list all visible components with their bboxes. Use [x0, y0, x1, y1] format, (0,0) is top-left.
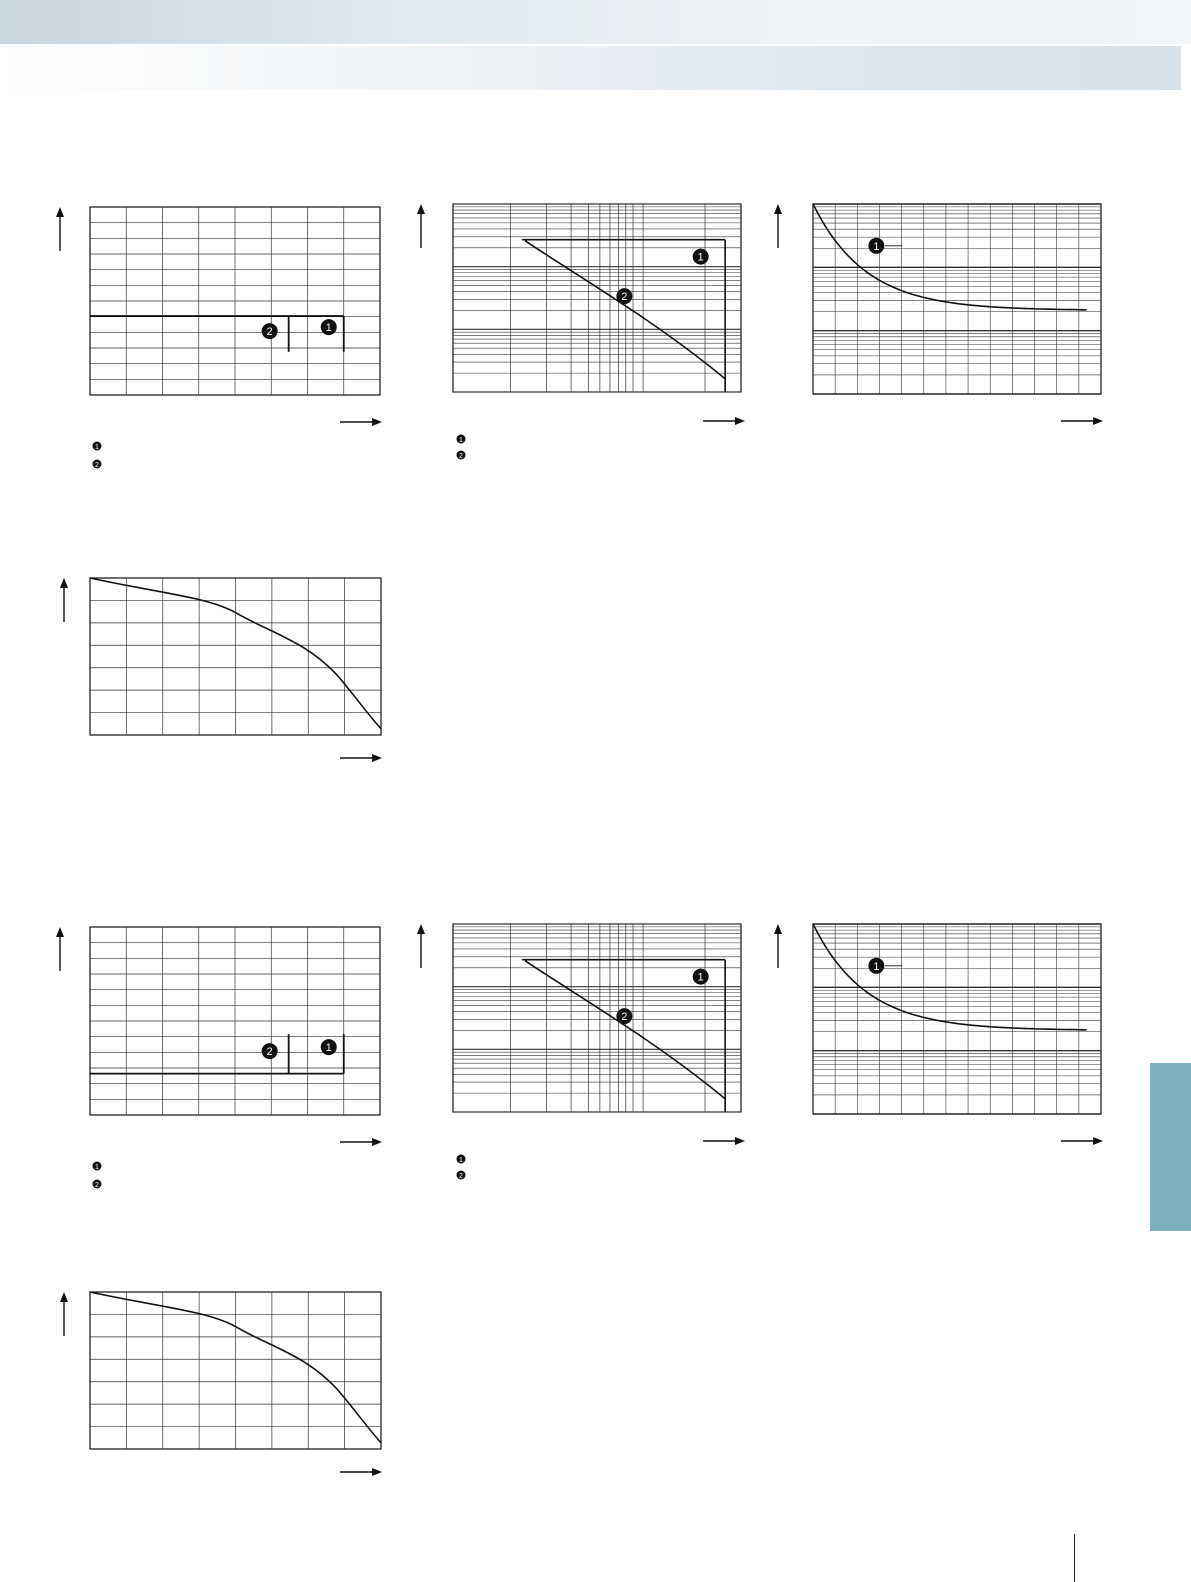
- series-curve-1: [813, 924, 1087, 1030]
- chart-log-log-2: [405, 915, 765, 1195]
- legend-marker-label: 1: [459, 1157, 463, 1164]
- chart-step-limit: [40, 195, 400, 485]
- chart-derating: [40, 568, 400, 778]
- legend-marker-label: 2: [95, 1182, 99, 1189]
- callout-marker-label: 2: [266, 1046, 273, 1059]
- y-axis-arrowhead: [417, 924, 425, 934]
- legend-marker-label: 2: [459, 453, 463, 460]
- legend-marker-label: 1: [459, 437, 463, 444]
- plot-frame: [453, 924, 741, 1112]
- y-axis-arrowhead: [417, 204, 425, 214]
- x-axis-arrowhead: [735, 1137, 745, 1145]
- y-axis-arrowhead: [56, 927, 64, 937]
- series-curve-1: [813, 204, 1087, 310]
- section-tab[interactable]: [1150, 1063, 1191, 1231]
- chart-decay: [765, 195, 1125, 445]
- callout-marker-label: 1: [873, 960, 880, 973]
- legend-marker-label: 1: [95, 444, 99, 451]
- chart-log-log: [405, 195, 765, 475]
- x-axis-arrowhead: [372, 754, 382, 762]
- plot-frame: [813, 924, 1101, 1114]
- y-axis-arrowhead: [60, 1292, 68, 1302]
- legend-marker-label: 1: [95, 1164, 99, 1171]
- y-axis-arrowhead: [56, 207, 64, 217]
- callout-marker-label: 1: [325, 1042, 332, 1055]
- x-axis-arrowhead: [1093, 1137, 1103, 1145]
- x-axis-arrowhead: [372, 418, 382, 426]
- callout-marker-label: 1: [697, 971, 704, 984]
- header-band: [0, 0, 1191, 44]
- callout-marker-label: 1: [873, 240, 880, 253]
- plot-frame: [813, 204, 1101, 394]
- y-axis-arrowhead: [60, 578, 68, 588]
- chart-derating-2: [40, 1282, 400, 1492]
- plot-frame: [453, 204, 741, 392]
- title-band: [0, 46, 1181, 90]
- chart-decay-2: [765, 915, 1125, 1165]
- callout-marker-label: 1: [325, 322, 332, 335]
- x-axis-arrowhead: [735, 417, 745, 425]
- callout-marker-label: 2: [266, 326, 273, 339]
- x-axis-arrowhead: [372, 1138, 382, 1146]
- legend-marker-label: 2: [459, 1173, 463, 1180]
- x-axis-arrowhead: [1093, 417, 1103, 425]
- legend-marker-label: 2: [95, 462, 99, 469]
- y-axis-arrowhead: [774, 924, 782, 934]
- callout-marker-label: 2: [621, 291, 628, 304]
- callout-marker-label: 2: [621, 1011, 628, 1024]
- y-axis-arrowhead: [774, 204, 782, 214]
- callout-marker-label: 1: [697, 251, 704, 264]
- chart-step-limit-2: [40, 915, 400, 1205]
- page-number-rule: [1074, 1534, 1075, 1582]
- x-axis-arrowhead: [372, 1468, 382, 1476]
